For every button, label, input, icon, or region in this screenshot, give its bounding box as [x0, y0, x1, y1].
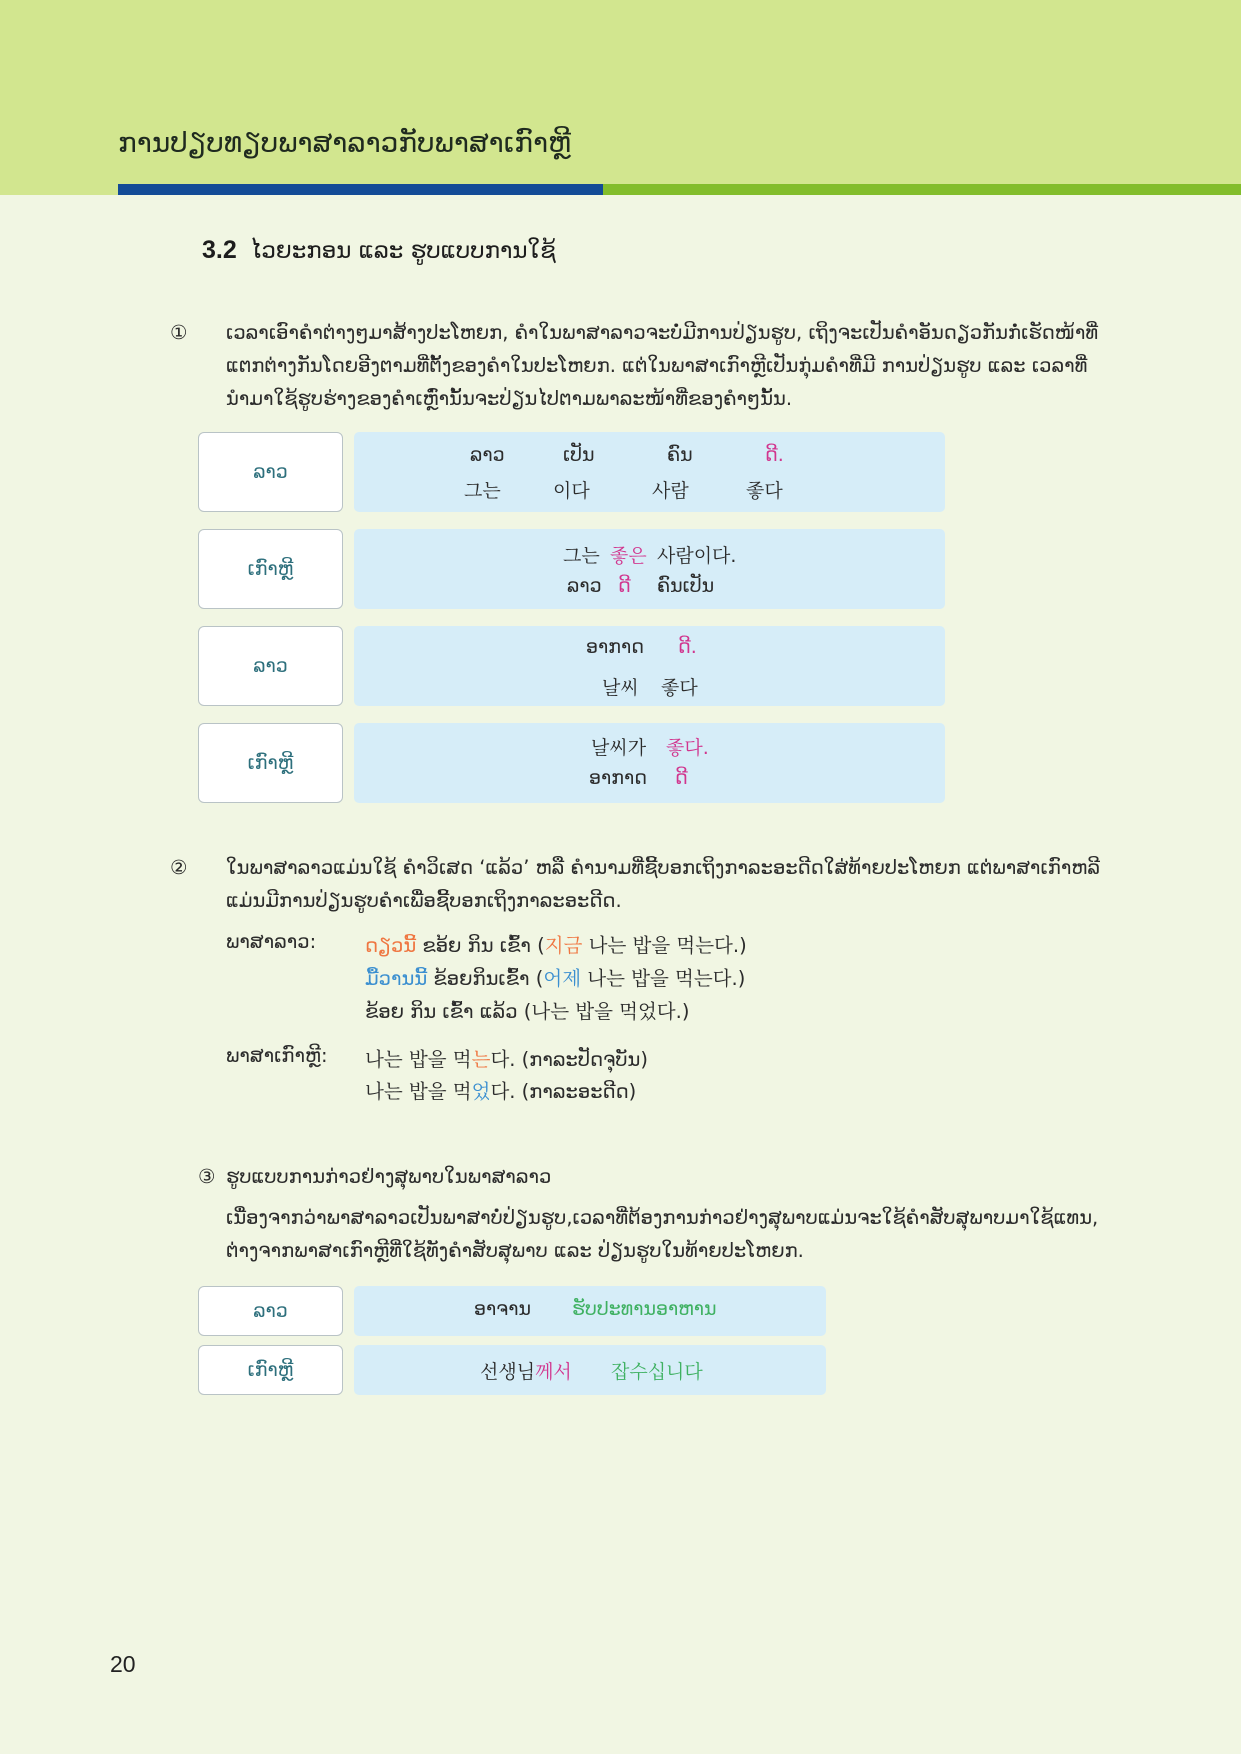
example-text: 나는 밥을 먹는다.)	[581, 967, 746, 990]
header-band	[0, 0, 1241, 195]
word: ອາຈານ	[474, 1298, 531, 1320]
point-3-heading-text: ຮູບແບບການກ່າວຢ່າງສຸພາບໃນພາສາລາວ	[226, 1165, 552, 1188]
honorific-word-highlight: 잡수십니다	[611, 1361, 703, 1383]
row-label-text: ເກົາຫຼີ	[247, 558, 294, 580]
point-1-text: ເວລາເອົາຄຳຕ່າງໆມາສ້າງປະໂຫຍກ, ຄຳໃນພາສາລາວຈະບໍ່ມີການປ່ຽນຮູບ, ເຖິງຈະເປັນຄຳອັນດຽວກັນກໍ່ເຮັດໜ້າທີ່ແຕກຕ່າງກັນໂດຍອີງຕາມທີ່ຕັ້ງຂອງຄຳໃນປະໂຫຍກ. ແຕ່ໃນພາສາເກົາຫຼີເປັນກຸ່ມຄຳທີ່ມີ ການປ່ຽນຮູບ ແລະ ເວລາທີ່ນຳມາໃຊ້ຮູບຮ່າງຂອງຄຳເຫຼົ່ານັ້ນຈະປ່ຽນໄປຕາມພາລະໜ້າທີ່ຂອງຄຳໆນັ້ນ.	[226, 321, 1099, 410]
word: 날씨	[602, 677, 639, 699]
word: 좋다	[661, 677, 698, 699]
time-word-highlight: 지금	[544, 934, 583, 957]
row-label-text: ເກົາຫຼີ	[247, 1359, 294, 1381]
header-rule-blue	[118, 184, 603, 195]
word: 사람이다.	[657, 545, 737, 567]
example-box	[354, 723, 945, 803]
word-highlight: ດີ.	[678, 636, 697, 658]
word-highlight: ດີ	[675, 767, 688, 789]
tense-marker-highlight: 는	[471, 1048, 491, 1071]
word: ຄົນ	[667, 444, 693, 466]
point-2-paragraph	[170, 851, 1118, 917]
example-text: 다. (ກາລະອະດີດ)	[490, 1080, 637, 1103]
example-box	[354, 1345, 826, 1395]
example-box	[354, 1286, 826, 1336]
word-highlight: 좋은	[610, 545, 647, 567]
example-line	[365, 1076, 636, 1104]
example-text: 다. (ກາລະປັດຈຸບັນ)	[490, 1048, 648, 1071]
honorific-particle-highlight: 께서	[535, 1361, 572, 1383]
point-1-paragraph	[170, 316, 1118, 415]
example-text: 나는 밥을 먹	[365, 1080, 472, 1103]
honorific-word-highlight: ຮັບປະທານອາຫານ	[572, 1298, 717, 1320]
section-number: 3.2	[202, 236, 237, 264]
section-heading	[202, 236, 556, 265]
time-word-highlight: ດຽວນີ້	[365, 934, 417, 957]
point-3-heading	[198, 1160, 1118, 1193]
tense-marker-highlight: 었	[471, 1080, 491, 1103]
word: ອາກາດ	[589, 767, 647, 789]
word: ຄົນເປັນ	[657, 575, 715, 597]
word-text: 선생님	[480, 1361, 536, 1383]
page-number: 20	[110, 1651, 136, 1677]
word: 사람	[652, 480, 689, 502]
word-highlight: 좋다.	[666, 737, 709, 759]
example-box	[354, 432, 945, 512]
example-text: 나는 밥을 먹	[365, 1048, 472, 1071]
example-box	[354, 529, 945, 609]
header-rule-green	[603, 184, 1241, 195]
word: 날씨가	[591, 737, 647, 759]
lao-examples-label: ພາສາລາວ:	[226, 930, 317, 953]
example-text: 나는 밥을 먹는다.)	[582, 934, 747, 957]
word: ອາກາດ	[586, 636, 644, 658]
row-label-text: ລາວ	[253, 1300, 288, 1322]
point-3-paragraph: ເນື່ອງຈາກວ່າພາສາລາວເປັນພາສາບໍ່ປ່ຽນຮູບ,ເວລາທີ່ຕ້ອງການກ່າວຢ່າງສຸພາບແມ່ນຈະໃຊ້ຄຳສັບສຸພາບມາໃຊ້ແທນ, ຕ່າງຈາກພາສາເກົາຫຼີທີ່ໃຊ້ທັງຄຳສັບສຸພາບ ແລະ ປ່ຽນຮູບໃນທ້າຍປະໂຫຍກ.	[226, 1206, 1099, 1262]
example-line	[365, 930, 747, 958]
row-label-korean	[198, 723, 343, 803]
word	[480, 1357, 572, 1384]
row-label-text: ລາວ	[253, 655, 288, 677]
example-line	[365, 963, 745, 991]
point-2-text: ໃນພາສາລາວແມ່ນໃຊ້ ຄຳວິເສດ ‘ແລ້ວ’ ຫລື ຄຳນາມທີ່ຊີ້ບອກເຖິງກາລະອະດີດໃສ່ທ້າຍປະໂຫຍກ ແຕ່ພາສາເກົາຫລີແມ່ນມີການປ່ຽນຮູບຄຳເພື່ອຊີ້ບອກເຖິງກາລະອະດີດ.	[226, 856, 1100, 912]
row-label-lao	[198, 432, 343, 512]
row-label-lao	[198, 1286, 343, 1336]
example-line: ຂ້ອຍ ກິນ ເຂົ້າ ແລ້ວ (나는 밥을 먹었다.)	[365, 1000, 690, 1023]
word: 그는	[464, 480, 501, 502]
time-word-highlight: 어제	[543, 967, 582, 990]
word-highlight: ດີ	[618, 575, 631, 597]
section-title: ໄວຍະກອນ ແລະ ຮູບແບບການໃຊ້	[250, 238, 556, 264]
time-word-highlight: ມື້ວານນີ້	[365, 967, 428, 990]
circled-number-1: ①	[170, 321, 188, 344]
row-label-text: ເກົາຫຼີ	[247, 752, 294, 774]
row-label-lao	[198, 626, 343, 706]
word: 이다	[553, 480, 590, 502]
word: ເປັນ	[563, 444, 595, 466]
row-label-korean	[198, 1345, 343, 1395]
page-header-title: ການປຽບທຽບພາສາລາວກັບພາສາເກົາຫຼີ	[118, 126, 572, 159]
word: ລາວ	[470, 444, 505, 466]
example-text: ຂອ້ຍ ກິນ ເຂົ້າ (	[416, 934, 545, 957]
example-line	[365, 1044, 648, 1072]
word-highlight: ດີ.	[765, 444, 784, 466]
circled-number-3: ③	[198, 1165, 216, 1188]
word: 좋다	[746, 480, 783, 502]
circled-number-2: ②	[170, 856, 188, 879]
word: ລາວ	[567, 575, 602, 597]
row-label-text: ລາວ	[253, 461, 288, 483]
example-text: ຂ້ອຍກິນເຂົ້າ (	[427, 967, 544, 990]
row-label-korean	[198, 529, 343, 609]
example-box	[354, 626, 945, 706]
word: 그는	[563, 545, 600, 567]
korean-examples-label: ພາສາເກົາຫຼີ:	[226, 1044, 328, 1067]
